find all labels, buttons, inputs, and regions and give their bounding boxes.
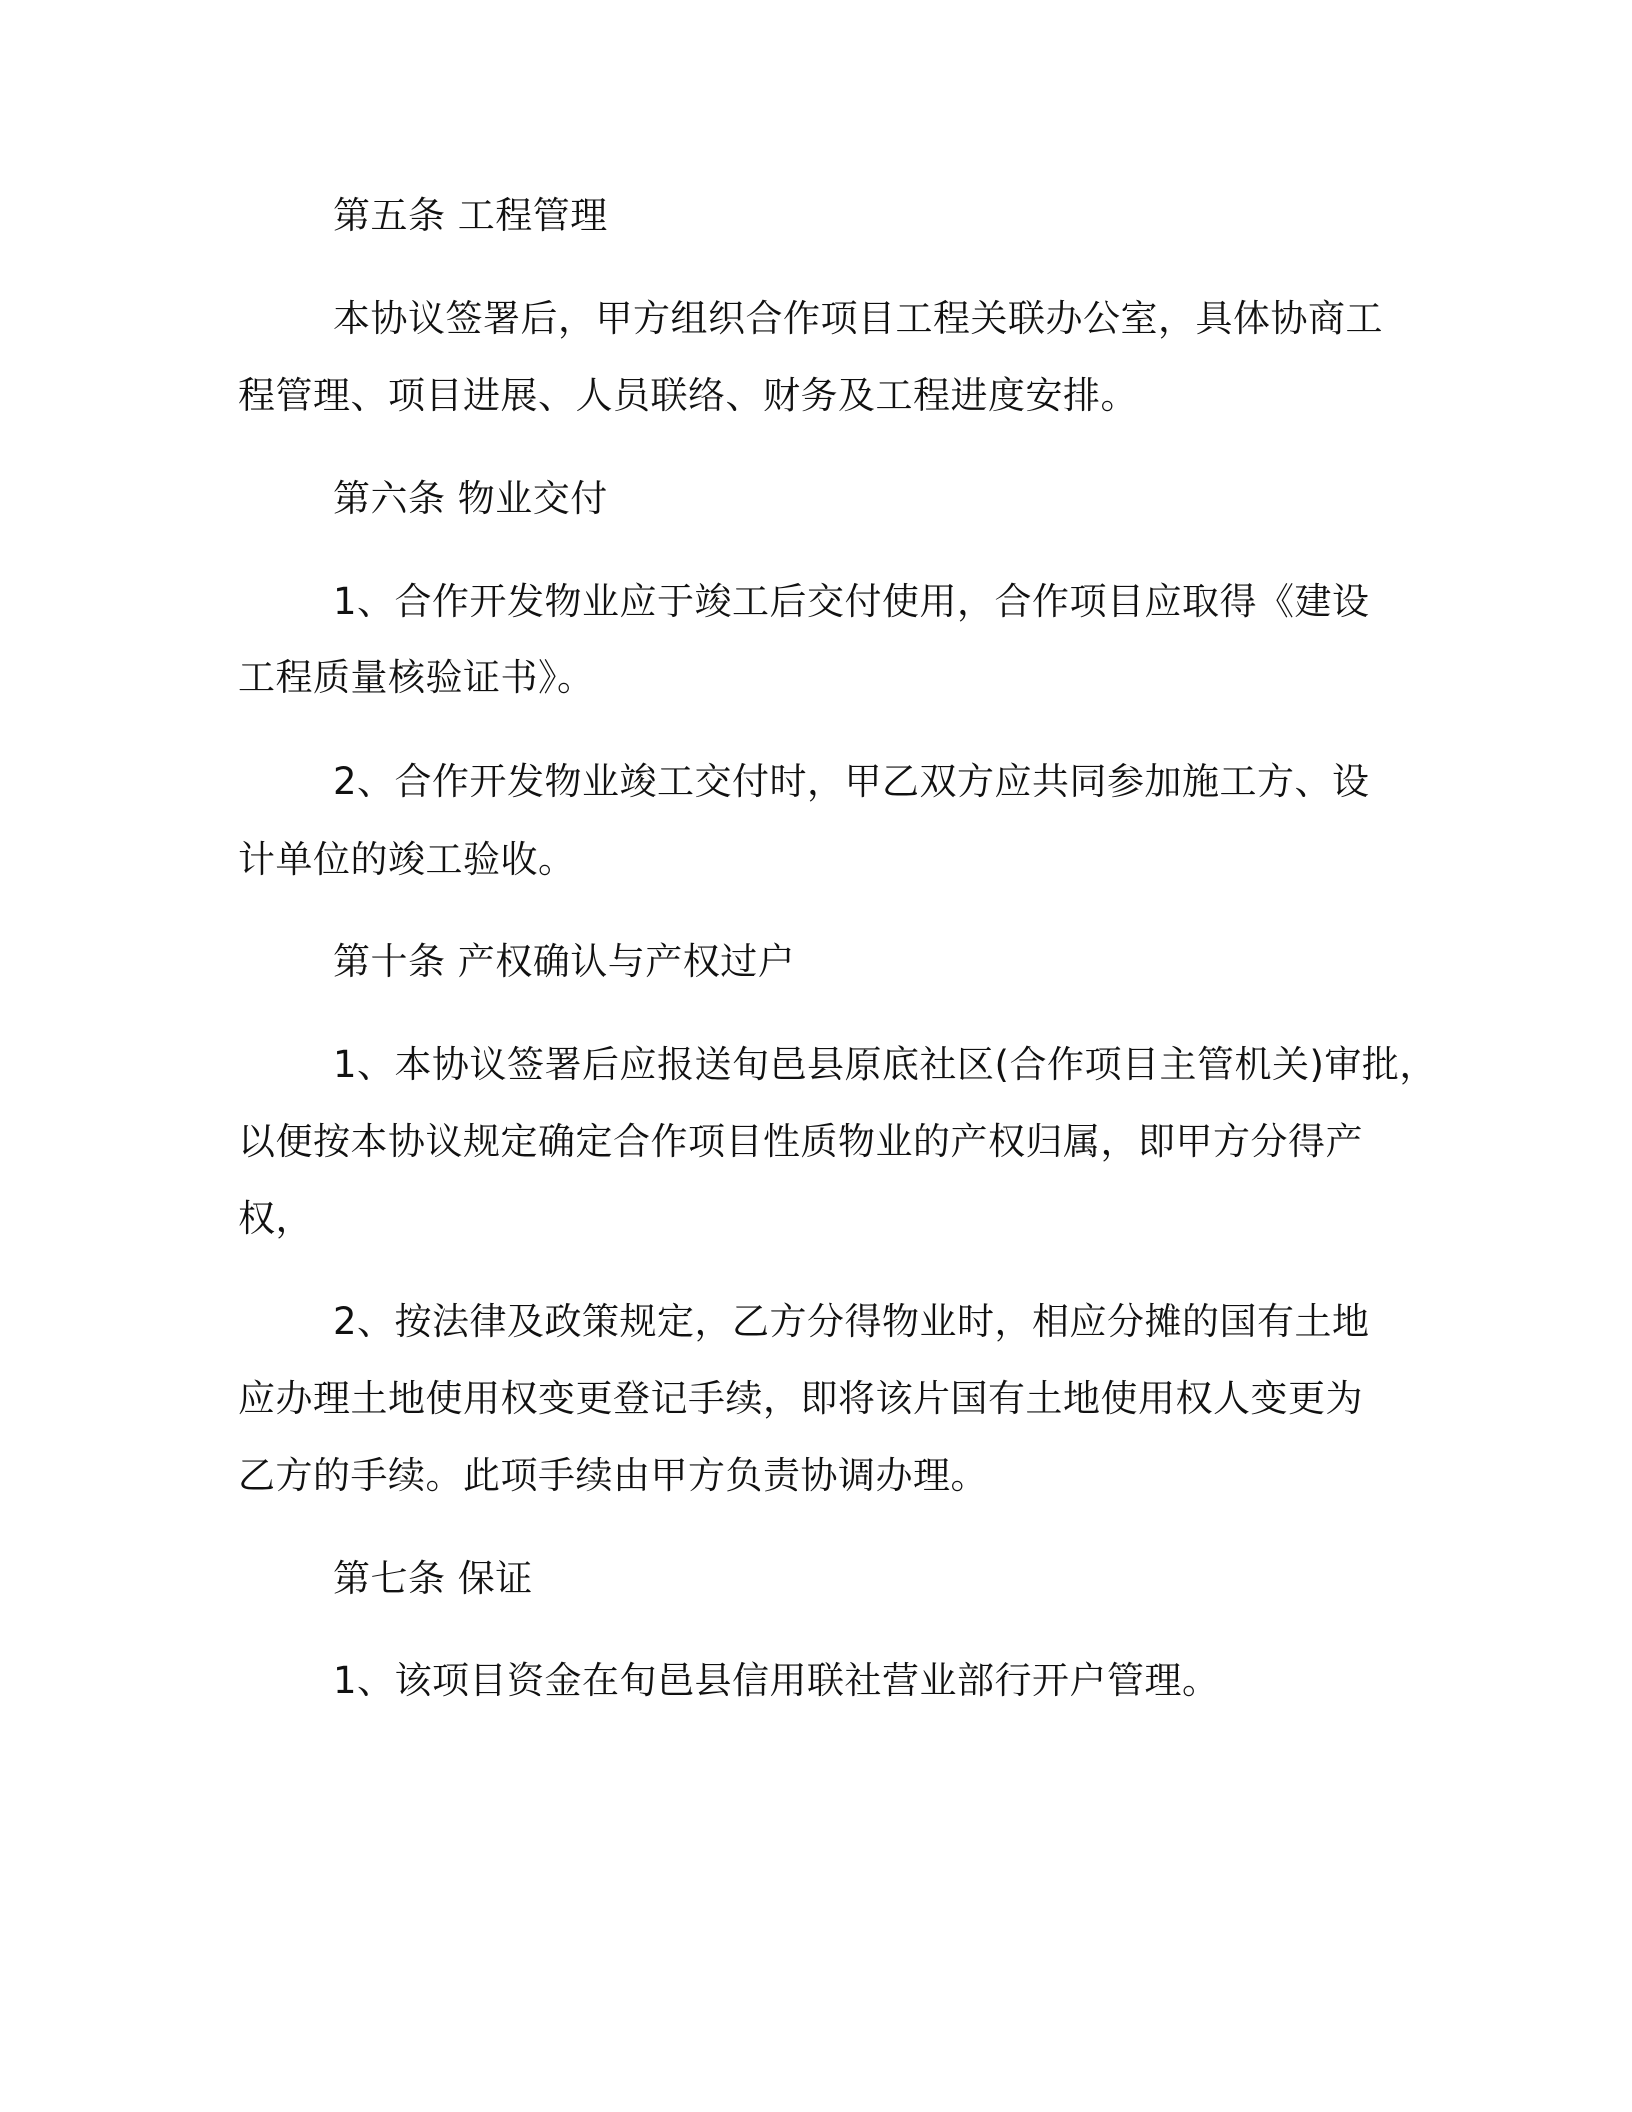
paragraph-line: 应办理土地使用权变更登记手续，即将该片国有土地使用权人变更为	[238, 1377, 1363, 1420]
paragraph-line: 计单位的竣工验收。	[238, 838, 576, 881]
paragraph-line: 2、合作开发物业竣工交付时，甲乙双方应共同参加施工方、设	[333, 760, 1370, 803]
paragraph-line: 1、合作开发物业应于竣工后交付使用，合作项目应取得《建设	[333, 580, 1370, 623]
paragraph-line: 1、本协议签署后应报送旬邑县原底社区(合作项目主管机关)审批，	[333, 1043, 1437, 1086]
paragraph-line: 权，	[238, 1197, 313, 1240]
paragraph-line: 2、按法律及政策规定，乙方分得物业时，相应分摊的国有土地	[333, 1300, 1370, 1343]
heading-article-5: 第五条 工程管理	[333, 194, 608, 237]
paragraph-line: 以便按本协议规定确定合作项目性质物业的产权归属，即甲方分得产	[238, 1120, 1363, 1163]
heading-article-6: 第六条 物业交付	[333, 477, 608, 520]
paragraph-line: 程管理、项目进展、人员联络、财务及工程进度安排。	[238, 374, 1138, 417]
paragraph-line: 1、该项目资金在旬邑县信用联社营业部行开户管理。	[333, 1659, 1220, 1702]
paragraph-line: 本协议签署后，甲方组织合作项目工程关联办公室，具体协商工	[333, 297, 1383, 340]
paragraph-line: 工程质量核验证书》。	[238, 656, 595, 699]
heading-article-10: 第十条 产权确认与产权过户	[333, 940, 796, 983]
heading-article-7: 第七条 保证	[333, 1557, 533, 1600]
paragraph-line: 乙方的手续。此项手续由甲方负责协调办理。	[238, 1454, 988, 1497]
